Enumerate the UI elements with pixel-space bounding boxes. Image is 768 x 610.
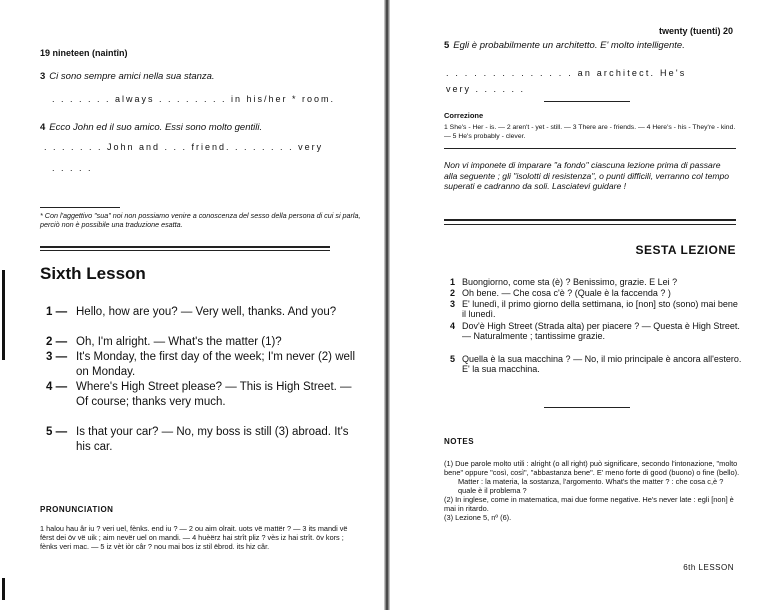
page-header: twenty (tuenti) 20 bbox=[658, 26, 733, 36]
exercise-sentence: Ecco John ed il suo amico. Essi sono molto gentili. bbox=[49, 122, 263, 133]
pronunciation-text: 1 halou hau âr iu ? veri uel, fènks. end iu ? — 2 ou aim olrait. uots vë mattër ? — 3 its mandi vë fërst dei öv vë uik ; aim nevër uel on mandi. — 4 huèërz hai strît pliz ? vès iz hai strît. öv kors ; fènks veri mac. — 5 iz vèt iòr câr ? nou mai bos iz stil ëbrod. its hiz câr. bbox=[40, 524, 348, 551]
note-item: (1) Due parole molto utili : alright (o all right) può significare, secondo l'intonazione, "molto bene" oppure "così, così", "abbastanza bene". E' meno forte di good (buono) o fine (bello). bbox=[444, 459, 740, 477]
exercise-5-blank-line-2: very . . . . . . bbox=[446, 84, 526, 94]
line-text: Dov'è High Street (Strada alta) per piacere ? — Questa è High Street. — Naturalmente ; tantissime grazie. bbox=[462, 321, 740, 342]
exercise-4-blank-line-1: . . . . . . . John and . . . friend. . . . . . . . very bbox=[44, 142, 324, 152]
line-number: 2 bbox=[450, 288, 456, 298]
line-number: 3 bbox=[450, 299, 456, 309]
exercise-sentence: Ci sono sempre amici nella sua stanza. bbox=[49, 71, 215, 82]
section-divider bbox=[40, 246, 330, 248]
line-text: Buongiorno, come sta (è) ? Benissimo, grazie. E Lei ? bbox=[462, 277, 678, 287]
line-text: Hello, how are you? — Very well, thanks. And you? bbox=[76, 306, 337, 318]
box-bottom-rule bbox=[444, 219, 736, 221]
line-text: E' lunedì, il primo giorno della settimana, io [non] sto (sono) mai bene il lunedì. bbox=[462, 299, 738, 320]
dialogue-line bbox=[450, 288, 740, 299]
line-number: 1 bbox=[450, 277, 456, 287]
dialogue-line bbox=[450, 299, 740, 321]
dialogue-line bbox=[46, 305, 366, 335]
line-number: 2 — bbox=[46, 336, 68, 348]
exercise-number: 5 bbox=[444, 40, 450, 51]
notes-heading: NOTES bbox=[444, 437, 475, 446]
line-text: Oh bene. — Che cosa c'è ? (Quale è la faccenda ? ) bbox=[462, 288, 671, 298]
dialogue-line bbox=[46, 380, 366, 425]
footnote-divider bbox=[40, 207, 120, 208]
dialogue-line bbox=[450, 277, 740, 288]
line-text: Quella è la sua macchina ? — No, il mio principale è ancora all'estero. E' la sua macchina. bbox=[462, 354, 742, 375]
lesson-title: SESTA LEZIONE bbox=[635, 243, 736, 257]
line-number: 4 — bbox=[46, 381, 68, 393]
correction-text: 1 She's - Her - is. — 2 aren't - yet - still. — 3 There are - friends. — 4 Here's - his - They're - kind. — 5 He's probably - clever. bbox=[444, 124, 736, 140]
line-text: It's Monday, the first day of the week; I'm never (2) well on Monday. bbox=[76, 351, 356, 378]
exercise-5 bbox=[444, 40, 734, 51]
notes-list bbox=[444, 459, 740, 522]
line-number: 5 — bbox=[46, 426, 68, 438]
note-item: (3) Lezione 5, nº (6). bbox=[444, 513, 512, 522]
lesson-title: Sixth Lesson bbox=[40, 264, 146, 283]
exercise-3 bbox=[40, 71, 370, 82]
dialogue-line bbox=[450, 354, 740, 376]
exercise-5-blank-line-1: . . . . . . . . . . . . . . an architect. He's bbox=[446, 68, 687, 78]
exercise-3-blank-line: . . . . . . . always . . . . . . . . in his/her * room. bbox=[52, 94, 336, 104]
dialogue-line bbox=[46, 350, 366, 380]
page-edge-mark bbox=[2, 578, 5, 600]
line-text: Where's High Street please? — This is High Street. — Of course; thanks very much. bbox=[76, 381, 352, 408]
correction-heading: Correzione bbox=[444, 111, 484, 120]
dialogue-line bbox=[46, 425, 366, 455]
exercise-4 bbox=[40, 122, 375, 133]
line-number: 3 — bbox=[46, 351, 68, 363]
note-item: (2) In inglese, come in matematica, mai due forme negative. He's never late : egli [non] è mai in ritardo. bbox=[444, 495, 734, 513]
divider bbox=[544, 407, 630, 408]
footnote: * Con l'aggettivo "sua" noi non possiamo venire a conoscenza del sesso della persona di cui si parla, perciò non è possibile una traduzione esatta. bbox=[40, 211, 361, 229]
line-number: 5 bbox=[450, 354, 456, 364]
page-edge-mark bbox=[2, 270, 5, 360]
line-text: Oh, I'm alright. — What's the matter (1)? bbox=[76, 336, 282, 348]
line-number: 4 bbox=[450, 321, 456, 331]
box-top-rule bbox=[444, 148, 736, 149]
note-item: Matter : la materia, la sostanza, l'argomento. What's the matter ? : che cosa c,è ? quale è il problema ? bbox=[458, 477, 724, 495]
book-spine bbox=[384, 0, 390, 610]
page-label: 6th LESSON bbox=[683, 563, 734, 572]
exercise-sentence: Egli è probabilmente un architetto. E' molto intelligente. bbox=[453, 40, 685, 51]
dialogue bbox=[46, 305, 366, 455]
dialogue-line bbox=[450, 321, 740, 354]
exercise-number: 3 bbox=[40, 71, 46, 82]
pronunciation-heading: PRONUNCIATION bbox=[40, 505, 114, 514]
section-divider-thin bbox=[40, 250, 330, 251]
box-bottom-rule-thin bbox=[444, 224, 736, 225]
study-tip: Non vi imponete di imparare "a fondo" ciascuna lezione prima di passare alla seguente ; gli "isolotti di resistenza", o punti difficili, verranno col tempo superati e cadranno da soli. Lasciatevi guidare ! bbox=[444, 160, 730, 191]
dialogue bbox=[450, 277, 740, 382]
right-page bbox=[392, 0, 768, 610]
dialogue-line bbox=[46, 335, 366, 350]
line-text: Is that your car? — No, my boss is still (3) abroad. It's his car. bbox=[76, 426, 349, 453]
line-number: 1 — bbox=[46, 306, 68, 318]
divider bbox=[544, 101, 630, 102]
exercise-number: 4 bbox=[40, 122, 46, 133]
exercise-4-blank-line-2: . . . . . bbox=[52, 163, 93, 173]
page-header: 19 nineteen (naintîn) bbox=[40, 48, 128, 58]
